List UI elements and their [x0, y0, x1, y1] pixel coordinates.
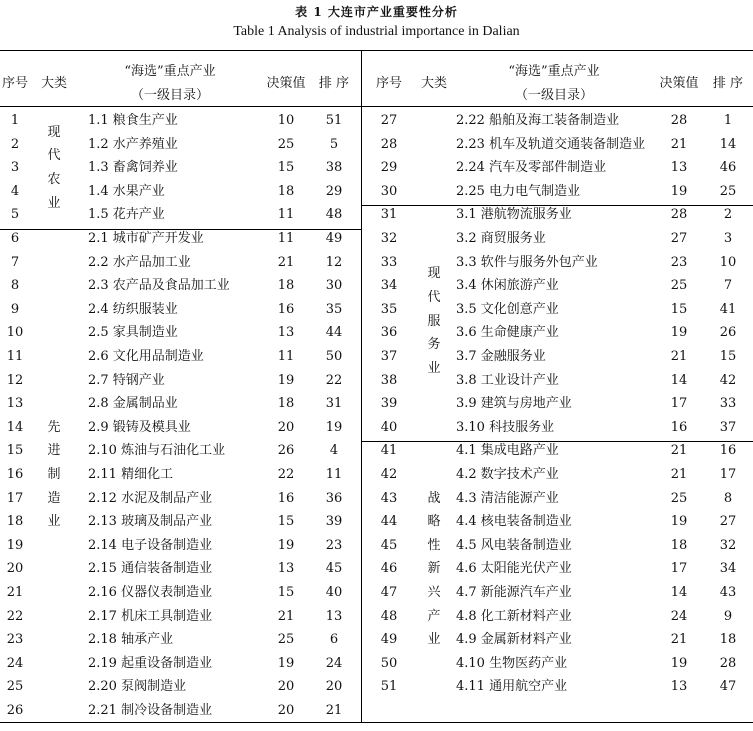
table-row-no: 32 — [380, 231, 398, 246]
table-row-value: 23 — [670, 254, 688, 270]
table-row-no: 7 — [10, 254, 20, 270]
table-row-no: 26 — [6, 703, 24, 718]
table-row-value: 21 — [670, 136, 688, 152]
table-row-no: 47 — [380, 585, 398, 600]
table-row-rank: 4 — [329, 443, 339, 459]
table-row-value: 18 — [277, 278, 295, 294]
table-row-industry: 4.7 新能源汽车产业 — [456, 585, 572, 600]
table-row-rank: 40 — [325, 585, 343, 600]
table-row-industry: 1.4 水果产业 — [88, 183, 165, 199]
table-row-industry: 1.5 花卉产业 — [88, 207, 165, 223]
table-row-value: 20 — [277, 419, 295, 435]
category-char: 业 — [47, 195, 61, 211]
table-row-industry: 2.25 电力电气制造业 — [456, 183, 581, 199]
table-row-rank: 28 — [719, 655, 737, 671]
table-row-industry: 2.11 精细化工 — [88, 467, 174, 482]
category-char: 现 — [427, 266, 441, 282]
table-row-no: 20 — [6, 561, 24, 577]
table-row-rank: 22 — [325, 372, 343, 388]
table-row-industry: 2.24 汽车及零部件制造业 — [456, 160, 607, 176]
table-row-rank: 3 — [723, 231, 733, 246]
table-row-industry: 1.1 粮食生产业 — [88, 113, 178, 128]
table-row-industry: 4.5 风电装备制造业 — [456, 537, 572, 553]
table-row-industry: 2.22 船舶及海工装备制造业 — [456, 113, 620, 128]
table-row-value: 17 — [670, 396, 688, 412]
table-row-industry: 2.12 水泥及制品产业 — [88, 490, 213, 506]
category-strategic-emerging — [412, 487, 456, 652]
table-row-value: 19 — [670, 183, 688, 199]
table-row-value: 21 — [277, 608, 295, 624]
table-row-value: 15 — [670, 301, 688, 317]
table-row-value: 11 — [277, 207, 295, 223]
table-row-industry: 2.9 锻铸及模具业 — [88, 419, 191, 435]
table-row-rank: 46 — [719, 160, 737, 176]
table-row-industry: 3.1 港航物流服务业 — [456, 207, 572, 223]
table-row-industry: 3.3 软件与服务外包产业 — [456, 254, 598, 270]
table-row-industry: 2.8 金属制品业 — [88, 396, 178, 412]
table-row-rank: 30 — [325, 278, 343, 294]
table-row-no: 31 — [380, 207, 398, 223]
table-row-value: 18 — [670, 537, 688, 553]
table-row-rank: 38 — [325, 160, 343, 176]
table-row-rank: 45 — [325, 561, 343, 577]
table-row-no: 44 — [380, 514, 398, 530]
table-row-no: 45 — [380, 537, 398, 553]
table-row-industry: 2.13 玻璃及制品产业 — [88, 514, 213, 530]
header-no-left: 序号 — [1, 76, 28, 91]
table-row-value: 21 — [670, 467, 688, 482]
table-row-no: 41 — [380, 443, 398, 459]
table-row-industry: 2.16 仪器仪表制造业 — [88, 585, 213, 600]
table-row-industry: 4.10 生物医药产业 — [456, 655, 568, 671]
category-char: 略 — [427, 514, 441, 530]
category-char: 现 — [47, 124, 61, 140]
table-row-value: 21 — [670, 349, 688, 364]
table-row-industry: 1.3 畜禽饲养业 — [88, 160, 178, 176]
table-row-industry: 3.10 科技服务业 — [456, 419, 555, 435]
table-row-industry: 2.3 农产品及食品加工业 — [88, 278, 230, 294]
table-row-no: 37 — [380, 349, 398, 364]
table-row-rank: 25 — [719, 183, 737, 199]
table-row-industry: 2.10 炼油与石油化工业 — [88, 443, 226, 459]
table-row-no: 29 — [380, 160, 398, 176]
table-row-industry: 2.4 纺织服装业 — [88, 301, 178, 317]
table-row-rank: 7 — [723, 278, 733, 294]
table-row-value: 21 — [277, 254, 295, 270]
table-row-rank: 14 — [719, 136, 737, 152]
table-row-industry: 3.9 建筑与房地产业 — [456, 396, 572, 412]
table-row-no: 36 — [380, 325, 398, 341]
header-category-right: 大类 — [420, 76, 447, 91]
table-row-no: 10 — [6, 325, 24, 341]
center-divider — [361, 50, 362, 722]
table-row-rank: 50 — [325, 349, 343, 364]
category-advanced-manufacturing — [30, 416, 78, 534]
table-row-no: 11 — [6, 349, 24, 364]
table-row-rank: 12 — [325, 254, 343, 270]
table-row-value: 10 — [277, 113, 295, 128]
table-row-rank: 6 — [329, 632, 339, 648]
table-row-value: 14 — [670, 585, 688, 600]
table-row-rank: 34 — [719, 561, 737, 577]
table-row-industry: 2.14 电子设备制造业 — [88, 537, 213, 553]
category-char: 业 — [427, 632, 441, 648]
table-row-industry: 4.8 化工新材料产业 — [456, 608, 572, 624]
table-row-rank: 33 — [719, 396, 737, 412]
table-row-industry: 2.19 起重设备制造业 — [88, 655, 213, 671]
table-row-no: 9 — [10, 301, 20, 317]
category-char: 服 — [427, 313, 441, 329]
table-row-value: 18 — [277, 183, 295, 199]
table-row-no: 3 — [10, 160, 20, 176]
table-row-rank: 20 — [325, 679, 343, 695]
table-row-rank: 43 — [719, 585, 737, 600]
table-row-no: 19 — [6, 537, 24, 553]
table-caption-en: Table 1 Analysis of industrial importance in Dalian — [233, 24, 520, 39]
table-row-value: 21 — [670, 632, 688, 648]
table-row-industry: 2.23 机车及轨道交通装备制造业 — [456, 136, 646, 152]
table-row-no: 49 — [380, 632, 398, 648]
table-row-no: 24 — [6, 655, 24, 671]
table-row-rank: 19 — [325, 419, 343, 435]
category-modern-services — [412, 262, 456, 380]
table-row-rank: 13 — [325, 608, 343, 624]
table-row-no: 35 — [380, 301, 398, 317]
table-row-value: 16 — [277, 490, 295, 506]
table-row-no: 43 — [380, 490, 398, 506]
table-row-rank: 29 — [325, 183, 343, 199]
table-row-value: 19 — [670, 655, 688, 671]
category-char: 农 — [47, 171, 61, 187]
table-row-no: 39 — [380, 396, 398, 412]
table-row-industry: 4.9 金属新材料产业 — [456, 632, 572, 648]
table-row-value: 26 — [277, 443, 295, 459]
category-char: 业 — [47, 514, 61, 530]
table-row-rank: 15 — [719, 349, 737, 364]
table-row-value: 24 — [670, 608, 688, 624]
table-row-rank: 51 — [325, 113, 343, 128]
table-row-industry: 2.21 制冷设备制造业 — [88, 703, 213, 718]
header-category-left: 大类 — [40, 76, 67, 91]
category-char: 性 — [427, 537, 441, 553]
table-row-industry: 4.2 数字技术产业 — [456, 467, 559, 482]
table-row-value: 15 — [277, 514, 295, 530]
header-industry-line2-left: （一级目录） — [130, 88, 209, 103]
table-row-no: 8 — [10, 278, 20, 294]
table-row-value: 15 — [277, 160, 295, 176]
table-row-industry: 2.5 家具制造业 — [88, 325, 178, 341]
table-row-value: 28 — [670, 207, 688, 223]
table-row-rank: 21 — [325, 703, 343, 718]
table-top-rule — [0, 50, 753, 51]
table-row-no: 27 — [380, 113, 398, 128]
table-row-rank: 9 — [723, 608, 733, 624]
category-char: 造 — [47, 490, 61, 506]
table-row-industry: 2.18 轴承产业 — [88, 632, 174, 648]
table-row-value: 17 — [670, 561, 688, 577]
table-row-rank: 35 — [325, 301, 343, 317]
table-row-rank: 36 — [325, 490, 343, 506]
table-row-value: 25 — [277, 632, 295, 648]
table-row-value: 18 — [277, 396, 295, 412]
header-no-right: 序号 — [375, 76, 402, 91]
table-row-rank: 11 — [325, 467, 343, 482]
category-char: 制 — [47, 466, 61, 482]
table-row-value: 14 — [670, 372, 688, 388]
category-char: 兴 — [427, 584, 441, 600]
header-industry-line1-right: “海选”重点产业 — [508, 64, 600, 79]
header-industry-line1-left: “海选”重点产业 — [124, 64, 216, 79]
table-row-value: 22 — [277, 467, 295, 482]
table-row-no: 30 — [380, 183, 398, 199]
table-row-value: 11 — [277, 231, 295, 246]
table-row-industry: 2.20 泵阀制造业 — [88, 679, 187, 695]
table-row-value: 11 — [277, 349, 295, 364]
table-row-value: 28 — [670, 113, 688, 128]
table-row-rank: 44 — [325, 325, 343, 341]
table-row-no: 5 — [10, 207, 20, 223]
table-row-value: 19 — [277, 655, 295, 671]
table-row-industry: 2.6 文化用品制造业 — [88, 349, 204, 364]
table-row-rank: 18 — [719, 632, 737, 648]
table-row-industry: 2.7 特钢产业 — [88, 372, 165, 388]
table-row-rank: 8 — [723, 490, 733, 506]
table-row-rank: 48 — [325, 207, 343, 223]
table-row-industry: 4.11 通用航空产业 — [456, 679, 568, 695]
category-char: 战 — [427, 490, 441, 506]
table-row-no: 28 — [380, 136, 398, 152]
table-row-rank: 17 — [719, 467, 737, 482]
table-row-no: 12 — [6, 372, 24, 388]
table-row-rank: 47 — [719, 679, 737, 695]
table-row-rank: 39 — [325, 514, 343, 530]
table-row-rank: 23 — [325, 537, 343, 553]
table-row-no: 15 — [6, 443, 24, 459]
category-char: 进 — [47, 443, 61, 459]
table-row-no: 38 — [380, 372, 398, 388]
table-row-industry: 4.4 核电装备制造业 — [456, 514, 572, 530]
table-row-value: 27 — [670, 231, 688, 246]
table-row-no: 46 — [380, 561, 398, 577]
table-row-industry: 4.3 清洁能源产业 — [456, 490, 559, 506]
category-char: 产 — [427, 608, 441, 624]
table-row-no: 6 — [10, 231, 20, 246]
header-industry-line2-right: （一级目录） — [514, 88, 593, 103]
table-row-rank: 49 — [325, 231, 343, 246]
table-row-no: 42 — [380, 467, 398, 482]
header-rank-left: 排 序 — [318, 76, 350, 91]
table-row-value: 19 — [277, 372, 295, 388]
category-char: 业 — [427, 360, 441, 376]
table-row-no: 22 — [6, 608, 24, 624]
category-modern-agriculture — [30, 121, 78, 215]
table-row-value: 19 — [277, 537, 295, 553]
table-row-rank: 31 — [325, 396, 343, 412]
table-row-rank: 27 — [719, 514, 737, 530]
table-row-industry: 1.2 水产养殖业 — [88, 136, 178, 152]
table-row-no: 25 — [6, 679, 24, 695]
table-row-industry: 3.2 商贸服务业 — [456, 231, 546, 246]
table-row-value: 16 — [670, 419, 688, 435]
table-row-value: 15 — [277, 585, 295, 600]
table-row-no: 23 — [6, 632, 24, 648]
table-row-rank: 41 — [719, 301, 737, 317]
table-row-no: 34 — [380, 278, 398, 294]
table-row-value: 13 — [670, 679, 688, 695]
table-row-no: 2 — [10, 136, 20, 152]
table-row-rank: 24 — [325, 655, 343, 671]
table-row-value: 19 — [670, 325, 688, 341]
category-char: 新 — [427, 561, 441, 577]
table-row-rank: 26 — [719, 325, 737, 341]
table-row-no: 16 — [6, 467, 24, 482]
table-row-industry: 4.1 集成电路产业 — [456, 443, 559, 459]
table-row-rank: 10 — [719, 254, 737, 270]
table-row-no: 13 — [6, 396, 24, 412]
header-value-right: 决策值 — [659, 76, 699, 91]
table-row-industry: 2.2 水产品加工业 — [88, 254, 191, 270]
table-row-rank: 32 — [719, 537, 737, 553]
table-row-no: 40 — [380, 419, 398, 435]
table-row-value: 13 — [670, 160, 688, 176]
table-row-value: 25 — [670, 490, 688, 506]
table-row-industry: 2.15 通信装备制造业 — [88, 561, 213, 577]
table-row-industry: 2.17 机床工具制造业 — [88, 608, 213, 624]
category-char: 务 — [427, 337, 441, 353]
table-row-rank: 5 — [329, 136, 339, 152]
table-row-value: 21 — [670, 443, 688, 459]
table-row-rank: 42 — [719, 372, 737, 388]
table-row-industry: 3.5 文化创意产业 — [456, 301, 559, 317]
table-row-industry: 3.7 金融服务业 — [456, 349, 546, 364]
table-caption-cn: 表 1 大连市产业重要性分析 — [295, 5, 458, 19]
table-row-rank: 37 — [719, 419, 737, 435]
table-row-no: 17 — [6, 490, 24, 506]
table-row-no: 14 — [6, 419, 24, 435]
table-row-value: 25 — [670, 278, 688, 294]
table-row-no: 33 — [380, 254, 398, 270]
table-row-value: 20 — [277, 703, 295, 718]
header-rule — [0, 106, 753, 107]
table-row-no: 18 — [6, 514, 24, 530]
category-char: 代 — [47, 148, 61, 164]
table-row-no: 1 — [10, 113, 20, 128]
category-char: 代 — [427, 289, 441, 305]
table-row-no: 48 — [380, 608, 398, 624]
header-value-left: 决策值 — [266, 76, 306, 91]
table-row-value: 13 — [277, 325, 295, 341]
table-row-no: 21 — [6, 585, 24, 600]
table-row-value: 20 — [277, 679, 295, 695]
table-row-industry: 4.6 太阳能光伏产业 — [456, 561, 572, 577]
table-row-value: 16 — [277, 301, 295, 317]
table-row-value: 25 — [277, 136, 295, 152]
table-row-no: 4 — [10, 183, 20, 199]
header-rank-right: 排 序 — [712, 76, 744, 91]
table-row-value: 19 — [670, 514, 688, 530]
table-row-rank: 16 — [719, 443, 737, 459]
category-char: 先 — [47, 419, 61, 435]
table-row-no: 50 — [380, 655, 398, 671]
table-row-no: 51 — [380, 679, 398, 695]
table-row-industry: 3.8 工业设计产业 — [456, 372, 559, 388]
table-row-value: 13 — [277, 561, 295, 577]
table-row-industry: 2.1 城市矿产开发业 — [88, 231, 204, 246]
table-row-rank: 1 — [723, 113, 733, 128]
table-row-industry: 3.4 休闲旅游产业 — [456, 278, 559, 294]
table-row-industry: 3.6 生命健康产业 — [456, 325, 559, 341]
table-row-rank: 2 — [723, 207, 733, 223]
